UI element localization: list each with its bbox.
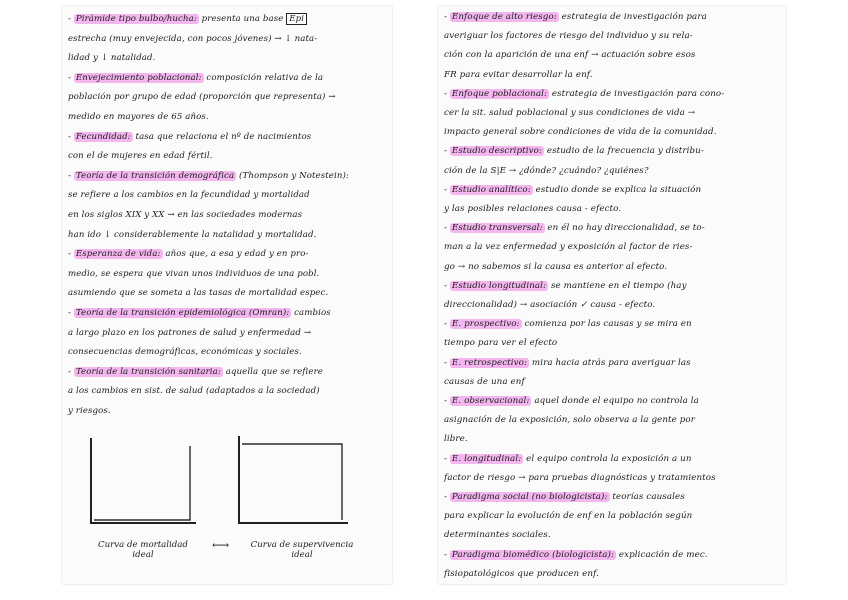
note-text: años que, a esa y edad y en pro- xyxy=(162,249,309,260)
note-text: asumiendo que se someta a las tasas de mortalidad espec. xyxy=(68,288,329,299)
note-text: se refiere a los cambios en la fecundidad y mortalidad xyxy=(68,190,310,201)
note-line xyxy=(444,338,557,349)
note-line xyxy=(68,210,302,221)
note-text: el equipo controla la exposición a un xyxy=(523,453,692,464)
highlighted-term: Estudio analítico: xyxy=(451,184,531,195)
highlighted-term: Estudio descriptivo: xyxy=(451,146,542,157)
note-line xyxy=(444,70,593,81)
note-text: - xyxy=(444,319,450,330)
note-text: - xyxy=(444,357,450,368)
note-line xyxy=(68,308,331,319)
note-text: se mantiene en el tiempo (hay xyxy=(548,280,687,291)
note-text: en él no hay direccionalidad, se to- xyxy=(544,223,705,234)
note-text: direccionalidad) → asociación ✓ causa - efecto. xyxy=(444,300,656,310)
note-line xyxy=(68,328,311,339)
note-text: consecuencias demográficas, económicas y sociales. xyxy=(68,347,302,358)
note-text: estrecha (muy envejecida, con pocos jóvenes) → ↓ nata- xyxy=(68,33,318,44)
note-text: - xyxy=(444,146,450,157)
note-text: - xyxy=(68,366,74,377)
mortality-curve-chart xyxy=(90,438,198,528)
mortality-curve-caption xyxy=(84,540,202,560)
note-text: man a la vez enfermedad y exposición al factor de ries- xyxy=(444,242,693,253)
note-text: para explicar la evolución de enf en la población según xyxy=(444,511,693,522)
note-line xyxy=(444,434,468,445)
highlighted-term: Pirámide tipo bulbo/hucha: xyxy=(75,14,197,24)
survival-caption-line1: Curva de supervivencia xyxy=(250,540,354,550)
highlighted-term: E. observacional: xyxy=(451,396,530,406)
highlighted-term: Enfoque de alto riesgo: xyxy=(451,12,557,22)
note-text: aquella que se refiere xyxy=(222,366,323,377)
note-text: presenta una base xyxy=(198,14,287,24)
note-line xyxy=(444,492,685,503)
note-text: - xyxy=(444,223,450,234)
note-text: - xyxy=(68,308,74,318)
note-text: cer la sit. salud poblacional y sus condiciones de vida → xyxy=(444,108,696,118)
note-text: (Thompson y Notestein): xyxy=(236,170,349,181)
note-line xyxy=(444,31,693,42)
note-text: - xyxy=(68,131,74,142)
note-line xyxy=(68,73,323,84)
highlighted-term: Teoría de la transición sanitaria: xyxy=(75,366,221,377)
note-line xyxy=(68,406,111,417)
note-text: mira hacia atrás para averiguar las xyxy=(529,357,691,368)
note-line xyxy=(444,300,655,311)
note-text: libre. xyxy=(444,434,468,445)
note-line xyxy=(444,377,525,388)
note-line xyxy=(68,269,319,280)
note-text: estudio de la frecuencia y distribu- xyxy=(543,146,704,157)
note-text: han ido ↓ considerablemente la natalidad y mortalidad. xyxy=(68,229,317,240)
note-text: - xyxy=(444,492,450,502)
note-line xyxy=(68,151,213,162)
highlighted-term: Paradigma biomédico (biologicista): xyxy=(451,549,614,560)
survival-caption-line2: ideal xyxy=(291,550,313,560)
survival-curve-caption xyxy=(242,540,362,560)
note-text: medio, se espera que vivan unos individuos de una pobl. xyxy=(68,268,320,279)
highlighted-term: E. retrospectivo: xyxy=(451,357,528,368)
note-text: determinantes sociales. xyxy=(444,530,551,541)
note-text: explicación de mec. xyxy=(616,549,708,560)
note-text: a los cambios en sist. de salud (adaptados a la sociedad) xyxy=(68,386,320,397)
right-notes-page xyxy=(438,6,786,584)
note-text: - xyxy=(444,88,450,99)
note-line xyxy=(68,171,349,182)
note-line xyxy=(68,34,317,45)
survival-curve xyxy=(238,436,350,528)
note-text: impacto general sobre condiciones de vida de la comunidad. xyxy=(444,127,717,138)
note-line xyxy=(444,223,705,234)
note-text: - xyxy=(68,249,74,260)
mortality-caption-line1: Curva de mortalidad xyxy=(98,540,188,550)
left-notes-page xyxy=(62,6,392,584)
note-line xyxy=(444,550,708,561)
note-line xyxy=(68,112,209,123)
note-line xyxy=(444,530,551,541)
highlighted-term: Teoría de la transición epidemiológica (Omran): xyxy=(75,308,290,318)
note-line xyxy=(444,281,687,292)
note-text: - xyxy=(444,12,450,22)
mortality-caption-line2: ideal xyxy=(132,550,154,560)
note-line xyxy=(444,185,701,196)
note-text: averiguar los factores de riesgo del individuo y su rela- xyxy=(444,31,693,42)
note-line xyxy=(444,89,724,100)
highlighted-term: Teoría de la transición demográfica xyxy=(75,170,235,181)
note-text: y las posibles relaciones causa - efecto. xyxy=(444,204,622,214)
note-text: y riesgos. xyxy=(68,406,111,416)
mortality-curve xyxy=(90,438,200,528)
note-text: comienza por las causas y se mira en xyxy=(521,319,692,330)
note-line xyxy=(68,190,310,201)
highlighted-term: Esperanza de vida: xyxy=(75,249,161,260)
note-text: ción con la aparición de una enf → actuación sobre esos xyxy=(444,50,696,61)
note-text: lidad y ↓ natalidad. xyxy=(68,53,156,64)
highlighted-term: E. prospectivo: xyxy=(451,319,520,330)
highlighted-term: Envejecimiento poblacional: xyxy=(75,72,202,83)
note-line xyxy=(68,367,323,378)
note-text: con el de mujeres en edad fértil. xyxy=(68,151,213,162)
note-line xyxy=(68,249,308,260)
note-text: estrategia de investigación para xyxy=(558,12,707,22)
highlighted-term: E. longitudinal: xyxy=(451,453,522,464)
note-line xyxy=(444,166,649,177)
note-line xyxy=(444,108,695,119)
note-line xyxy=(444,50,695,61)
highlighted-term: Enfoque poblacional: xyxy=(451,88,548,99)
note-line xyxy=(444,242,693,253)
note-text: factor de riesgo → para pruebas diagnósticas y tratamientos xyxy=(444,472,716,483)
note-text: ción de la S|E → ¿dónde? ¿cuándo? ¿quiénes? xyxy=(444,165,649,176)
highlighted-term: Fecundidad: xyxy=(75,131,131,142)
note-text: - xyxy=(444,453,450,464)
note-line xyxy=(68,230,316,241)
highlighted-term: Estudio transversal: xyxy=(451,223,543,234)
note-text: FR para evitar desarrollar la enf. xyxy=(444,69,593,80)
note-text: tasa que relaciona el nº de nacimientos xyxy=(132,131,312,142)
highlighted-term: Paradigma social (no biologicista): xyxy=(451,492,608,502)
note-text: - xyxy=(444,396,450,406)
note-line xyxy=(68,53,155,64)
note-text: causas de una enf xyxy=(444,376,525,387)
note-line xyxy=(444,204,621,215)
boxed-note: Epi xyxy=(286,13,307,25)
note-line xyxy=(68,132,311,143)
note-text: go → no sabemos si la causa es anterior al efecto. xyxy=(444,261,668,272)
note-line xyxy=(444,146,704,157)
note-text: aquel donde el equipo no controla la xyxy=(531,396,699,406)
note-text: - xyxy=(68,72,74,83)
note-line xyxy=(444,511,692,522)
note-text: estudio donde se explica la situación xyxy=(532,184,702,195)
note-line xyxy=(444,262,667,273)
note-text: a largo plazo en los patrones de salud y enfermedad → xyxy=(68,327,312,338)
note-line xyxy=(444,415,695,426)
note-line xyxy=(68,386,320,397)
note-line xyxy=(68,347,302,358)
note-line xyxy=(444,12,707,23)
note-text: estrategia de investigación para cono- xyxy=(549,88,725,99)
note-line xyxy=(444,358,691,369)
note-line xyxy=(444,319,692,330)
note-line xyxy=(444,127,717,138)
note-line xyxy=(68,92,336,103)
note-text: asignación de la exposición, solo observa a la gente por xyxy=(444,415,695,426)
note-text: en los siglos XIX y XX → en las sociedades modernas xyxy=(68,210,303,220)
note-text: fisiopatológicos que producen enf. xyxy=(444,568,599,579)
note-text: - xyxy=(444,549,450,560)
note-text: - xyxy=(444,280,450,291)
survival-curve-chart xyxy=(238,436,348,528)
note-text: población por grupo de edad (proporción que representa) → xyxy=(68,92,336,103)
note-line xyxy=(68,14,307,25)
note-text: tiempo para ver el efecto xyxy=(444,338,558,349)
note-text: - xyxy=(444,184,450,195)
note-text: teorías causales xyxy=(609,492,685,502)
note-text: medido en mayores de 65 años. xyxy=(68,112,209,122)
note-text: composición relativa de la xyxy=(203,72,324,83)
note-line xyxy=(444,454,692,465)
note-text: cambios xyxy=(291,308,331,318)
note-text: - xyxy=(68,170,74,181)
note-line xyxy=(444,396,699,407)
note-text: - xyxy=(68,14,74,24)
highlighted-term: Estudio longitudinal: xyxy=(451,280,547,291)
double-arrow-icon: ⟷ xyxy=(212,538,230,552)
note-line xyxy=(444,473,716,484)
note-line xyxy=(68,288,328,299)
note-line xyxy=(444,569,599,580)
